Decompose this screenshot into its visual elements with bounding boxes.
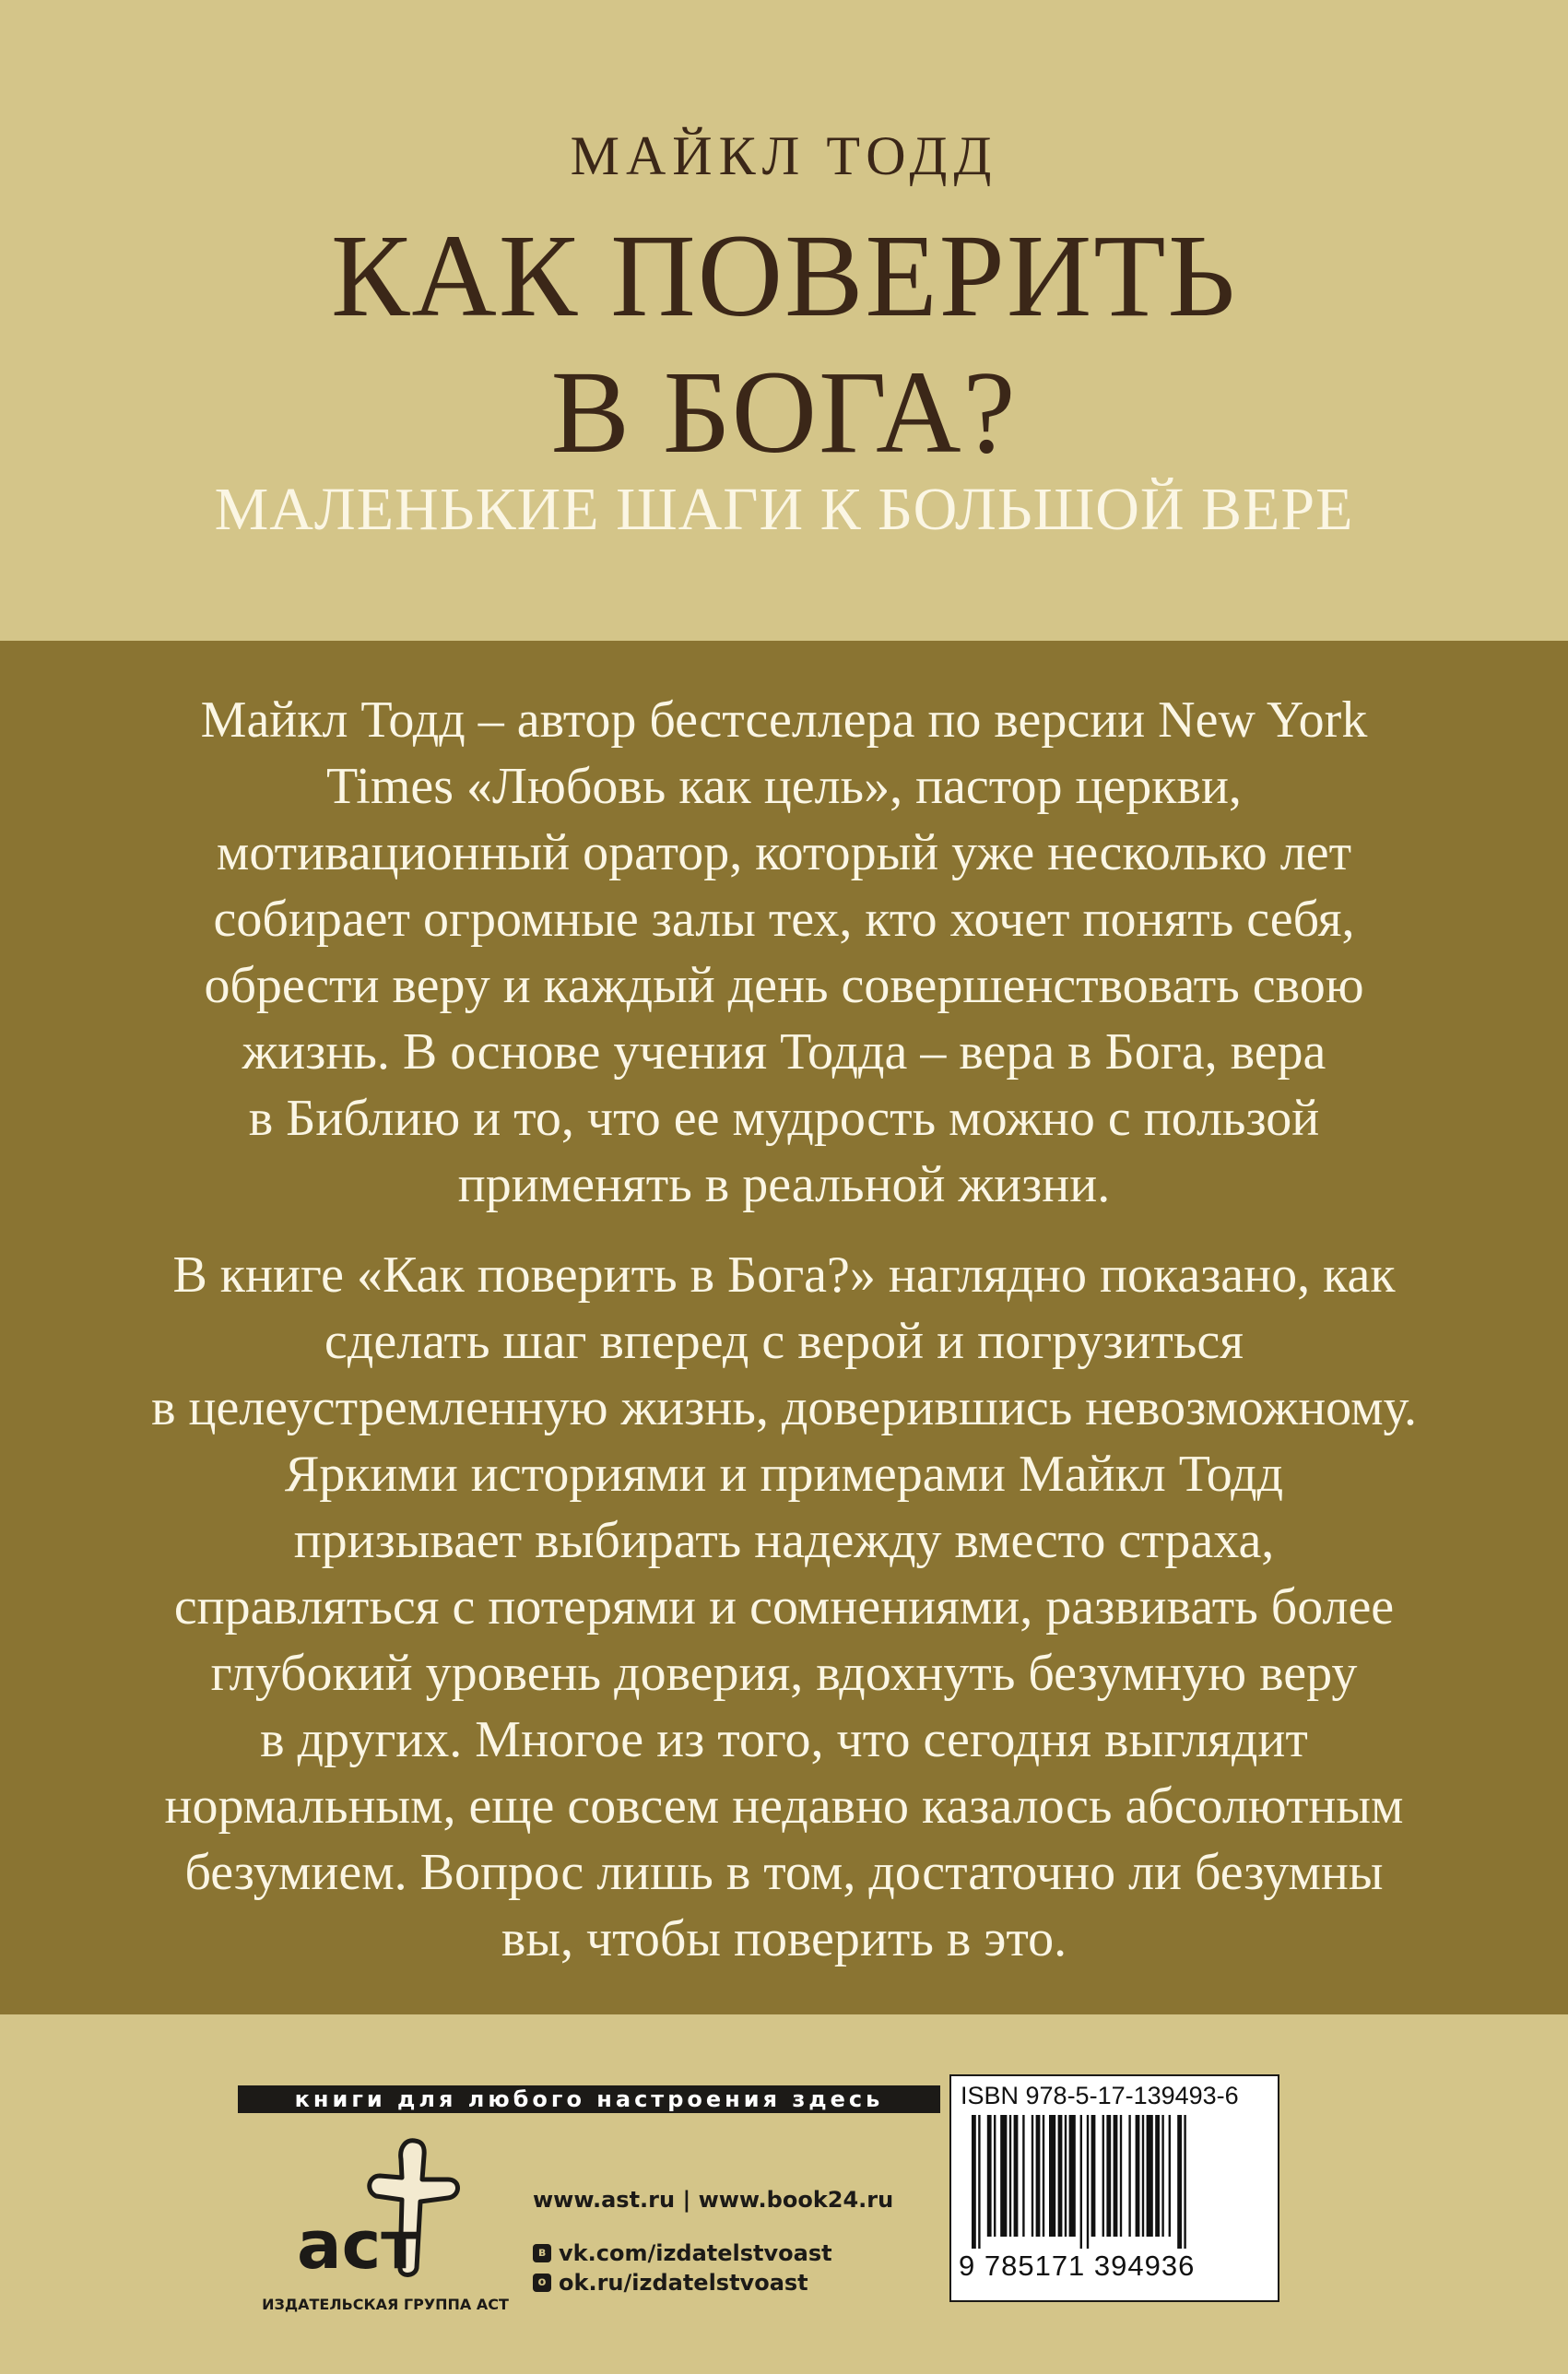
- barcode-bar: [987, 2115, 992, 2237]
- paragraph-line: призывает выбирать надежду вместо страха,: [293, 1512, 1275, 1569]
- barcode-bar: [1128, 2115, 1130, 2237]
- barcode-bar: [1069, 2115, 1076, 2237]
- ok-link[interactable]: [533, 2270, 808, 2296]
- ast-logo-icon: [277, 2130, 479, 2286]
- barcode-icon: [972, 2115, 1257, 2249]
- barcode-bar: [1080, 2115, 1082, 2249]
- paragraph-line: применять в реальной жизни.: [457, 1156, 1111, 1213]
- barcode-number: 9 785171 394936: [959, 2250, 1196, 2282]
- publisher-name: ИЗДАТЕЛЬСКАЯ ГРУППА АСТ: [262, 2296, 509, 2313]
- book-title-line-1: КАК ПОВЕРИТЬ: [331, 210, 1237, 341]
- barcode-bar: [1120, 2115, 1122, 2237]
- barcode-bar: [1155, 2115, 1160, 2237]
- barcode-bar: [1114, 2115, 1118, 2237]
- publisher-slogan: книги для любого настроения здесь: [238, 2085, 940, 2113]
- vk-link-text: vk.com/izdatelstvoast: [559, 2240, 832, 2266]
- barcode-bar: [994, 2115, 996, 2237]
- paragraph-line: вы, чтобы поверить в это.: [501, 1910, 1067, 1967]
- book-title: [0, 207, 1568, 480]
- description-paragraph-2: [120, 1242, 1448, 1972]
- barcode-bar: [1058, 2115, 1063, 2237]
- paragraph-line: В книге «Как поверить в Бога?» наглядно показано, как: [172, 1246, 1396, 1304]
- book-title-line-2: В БОГА?: [550, 347, 1018, 478]
- barcode-bar: [1036, 2115, 1041, 2237]
- barcode-bar: [1136, 2115, 1140, 2237]
- paragraph-line: обрести веру и каждый день совершенствовать свою: [204, 957, 1364, 1014]
- paragraph-line: собирает огромные залы тех, кто хочет понять себя,: [213, 891, 1355, 948]
- paragraph-line: глубокий уровень доверия, вдохнуть безумную веру: [210, 1645, 1358, 1702]
- barcode-bar: [1091, 2115, 1096, 2237]
- paragraph-line: жизнь. В основе учения Тодда – вера в Бога, вера: [242, 1023, 1326, 1081]
- paragraph-line: в целеустремленную жизнь, доверившись невозможному.: [151, 1379, 1417, 1436]
- barcode-bar: [1161, 2115, 1163, 2237]
- ok-icon: о: [533, 2274, 551, 2292]
- barcode-bar: [1032, 2115, 1033, 2237]
- vk-link[interactable]: [533, 2240, 832, 2266]
- barcode-bar: [1184, 2115, 1185, 2249]
- barcode-bar: [1177, 2115, 1182, 2249]
- barcode-bar: [1022, 2115, 1024, 2237]
- paragraph-line: нормальным, еще совсем недавно казалось абсолютным: [164, 1778, 1404, 1835]
- vk-icon: в: [533, 2244, 551, 2262]
- paragraph-line: в Библию и то, что ее мудрость можно с пользой: [248, 1090, 1320, 1147]
- paragraph-line: в других. Многое из того, что сегодня выглядит: [260, 1711, 1308, 1768]
- logo-text: аст: [297, 2206, 419, 2284]
- isbn-label: ISBN 978-5-17-139493-6: [961, 2082, 1239, 2109]
- paragraph-line: Яркими историями и примерами Майкл Тодд: [284, 1446, 1284, 1503]
- author-name: МАЙКЛ ТОДД: [570, 125, 998, 186]
- barcode-bar: [1102, 2115, 1104, 2237]
- barcode-bar: [1000, 2115, 1007, 2237]
- ok-link-text: ok.ru/izdatelstvoast: [559, 2270, 808, 2296]
- barcode-bar: [972, 2115, 976, 2249]
- barcode-bar: [1147, 2115, 1153, 2237]
- barcode-bar: [1087, 2115, 1089, 2249]
- barcode-bar: [978, 2115, 980, 2249]
- paragraph-line: мотивационный оратор, который уже несколько лет: [216, 824, 1352, 881]
- paragraph-line: Майкл Тодд – автор бестселлера по версии New York: [200, 691, 1368, 749]
- paragraph-line: безумием. Вопрос лишь в том, достаточно ли безумны: [184, 1844, 1384, 1901]
- description-paragraph-1: [120, 687, 1448, 1218]
- barcode-bar: [1049, 2115, 1055, 2237]
- paragraph-line: справляться с потерями и сомнениями, развивать более: [173, 1578, 1395, 1636]
- barcode-bar: [1106, 2115, 1111, 2237]
- barcode-bar: [1065, 2115, 1067, 2237]
- barcode-bar: [1043, 2115, 1044, 2237]
- paragraph-line: сделать шаг вперед с верой и погрузиться: [324, 1313, 1244, 1370]
- barcode-bar: [1169, 2115, 1171, 2237]
- book-subtitle: МАЛЕНЬКИЕ ШАГИ К БОЛЬШОЙ ВЕРЕ: [214, 476, 1354, 543]
- isbn-barcode-block: [949, 2074, 1279, 2302]
- barcode-bar: [1014, 2115, 1019, 2237]
- barcode-bar: [1142, 2115, 1144, 2237]
- barcode-bar: [1009, 2115, 1011, 2237]
- publisher-websites[interactable]: www.ast.ru | www.book24.ru: [533, 2187, 894, 2213]
- paragraph-line: Times «Любовь как цель», пастор церкви,: [326, 758, 1242, 815]
